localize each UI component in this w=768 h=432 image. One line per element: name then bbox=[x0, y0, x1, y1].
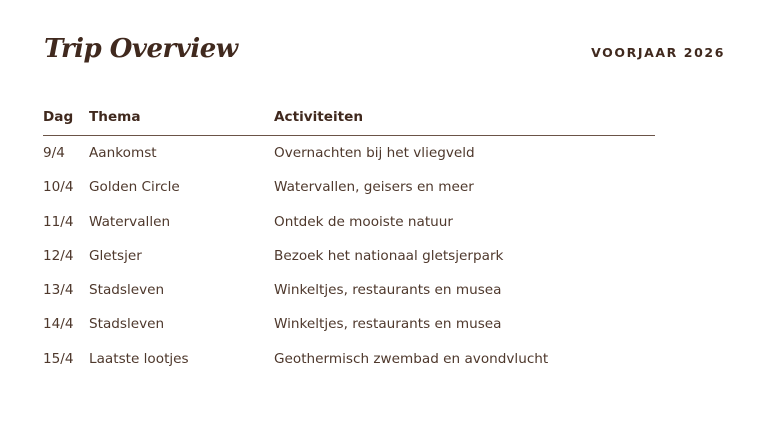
cell-theme: Laatste lootjes bbox=[89, 350, 189, 367]
cell-activities: Winkeltjes, restaurants en musea bbox=[274, 316, 502, 333]
cell-theme: Gletsjer bbox=[89, 247, 142, 264]
table-row bbox=[43, 351, 655, 385]
itinerary-table bbox=[43, 108, 655, 385]
cell-day: 10/4 bbox=[43, 179, 74, 196]
header-activities: Activiteiten bbox=[274, 109, 364, 125]
cell-theme: Aankomst bbox=[89, 145, 157, 161]
table-header bbox=[43, 108, 655, 136]
header-theme: Thema bbox=[89, 109, 141, 125]
cell-theme: Watervallen bbox=[89, 213, 171, 230]
table-row bbox=[43, 248, 655, 282]
table-row bbox=[43, 145, 655, 179]
cell-activities: Bezoek het nationaal gletsjerpark bbox=[274, 247, 504, 264]
cell-day: 9/4 bbox=[43, 145, 65, 161]
cell-activities: Geothermisch zwembad en avondvlucht bbox=[274, 350, 549, 367]
table-row bbox=[43, 282, 655, 316]
season-label: VOORJAAR 2026 bbox=[591, 45, 725, 60]
cell-day: 11/4 bbox=[43, 213, 74, 230]
cell-day: 14/4 bbox=[43, 316, 74, 333]
cell-day: 12/4 bbox=[43, 247, 74, 264]
cell-day: 13/4 bbox=[43, 282, 74, 299]
table-row bbox=[43, 316, 655, 350]
table-row bbox=[43, 214, 655, 248]
table-body bbox=[43, 136, 655, 385]
cell-activities: Ontdek de mooiste natuur bbox=[274, 213, 453, 230]
page-title: Trip Overview bbox=[44, 34, 238, 64]
cell-activities: Winkeltjes, restaurants en musea bbox=[274, 282, 502, 299]
cell-activities: Overnachten bij het vliegveld bbox=[274, 145, 475, 161]
cell-theme: Golden Circle bbox=[89, 179, 180, 196]
table-row bbox=[43, 179, 655, 213]
header-day: Dag bbox=[43, 109, 74, 125]
cell-theme: Stadsleven bbox=[89, 316, 165, 333]
cell-theme: Stadsleven bbox=[89, 282, 165, 299]
cell-activities: Watervallen, geisers en meer bbox=[274, 179, 474, 196]
cell-day: 15/4 bbox=[43, 350, 74, 367]
